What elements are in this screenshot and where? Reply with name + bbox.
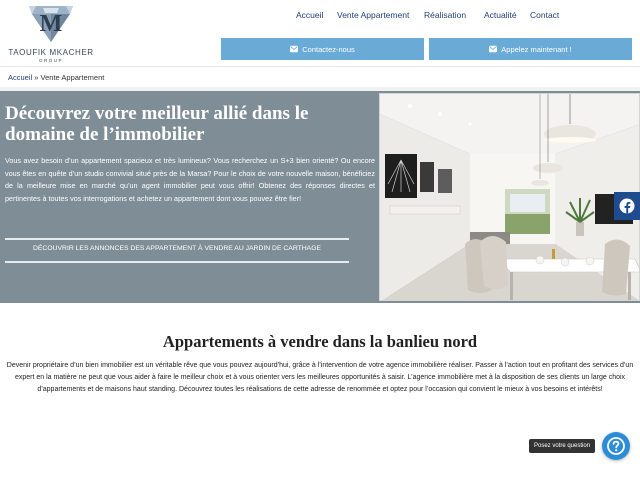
nav-link-vente-appartement[interactable]: Vente Appartement [337, 10, 410, 20]
main-nav [0, 10, 640, 24]
apartment-interior-illustration [380, 94, 640, 301]
svg-text:M: M [39, 11, 63, 37]
contact-us-button[interactable] [221, 38, 424, 60]
brand-sub: GROUP [38, 58, 63, 63]
facebook-button[interactable] [614, 192, 640, 220]
hero-section [0, 91, 640, 303]
hero-listings-link[interactable]: DÉCOUVRIR LES ANNONCES DES APPARTEMENT À VENDRE AU JARDIN DE CARTHAGE [32, 245, 322, 252]
envelope-icon [290, 45, 298, 53]
site-header [0, 0, 640, 66]
hero-link-bottom-rule [5, 261, 349, 263]
section-description: Devenir propriétaire d’un bien immobilier est un véritable rêve que vous pouvez aujourd’hui, grâce à l’intervention de votre agence immobilière réaliser. Passer à l’action tout en profitant des services d’un expert en la matière ne peut que vous aider à faire le meilleur choix et à vous orienter vers les meilleures opportunités à saisir. L’agence immobilière met à la disposition de ses clients un large choix d’appartements et de maisons haut standing. Découvrez toutes les réalisations de cette adresse de renommée et optez pour l’occasion qui convient le mieux à vos besoins et intérêts! [6, 362, 634, 393]
apartment-interior-photo [379, 93, 640, 301]
breadcrumb-home-link[interactable]: Accueil [8, 73, 33, 82]
brand-name: TAOUFIK MKACHER [8, 48, 94, 57]
chat-tooltip: Posez votre question [529, 439, 595, 453]
contact-us-label: Contactez-nous [302, 44, 355, 54]
nav-link-actualite[interactable]: Actualité [484, 10, 517, 20]
breadcrumb-separator: » [34, 73, 39, 82]
question-mark-icon [607, 437, 625, 455]
header-divider [0, 66, 640, 67]
hero-description: Vous avez besoin d’un appartement spacieux et très lumineux? Vous recherchez un S+3 bien orienté? Ou encore vous êtes en quête d’un studio convivial situé près de la Marsa? Pour le choix de votre nouvelle maison, bénéficiez de la meilleure mise en marché qu’un agent immobilier peut vous offrir! Obtenez des réponses directes et pertinentes à toutes vos interrogations et achetez un appartement dont vous pouvez être fier! [5, 156, 375, 203]
call-now-label: Appelez maintenant ! [501, 44, 572, 54]
nav-link-contact[interactable]: Contact [530, 10, 560, 20]
call-now-button[interactable] [429, 38, 632, 60]
hero-link-top-rule [5, 238, 349, 240]
chat-button[interactable] [602, 432, 630, 460]
breadcrumb [8, 73, 104, 82]
envelope-icon [489, 45, 497, 53]
hero-title: Découvrez votre meilleur allié dans le domaine de l’immobilier [5, 103, 309, 145]
facebook-icon [619, 198, 635, 214]
nav-link-realisation[interactable]: Réalisation [424, 10, 467, 20]
nav-link-accueil[interactable]: Accueil [296, 10, 324, 20]
section-title: Appartements à vendre dans la banlieu nord [162, 332, 478, 351]
breadcrumb-current: Vente Appartement [40, 73, 105, 82]
